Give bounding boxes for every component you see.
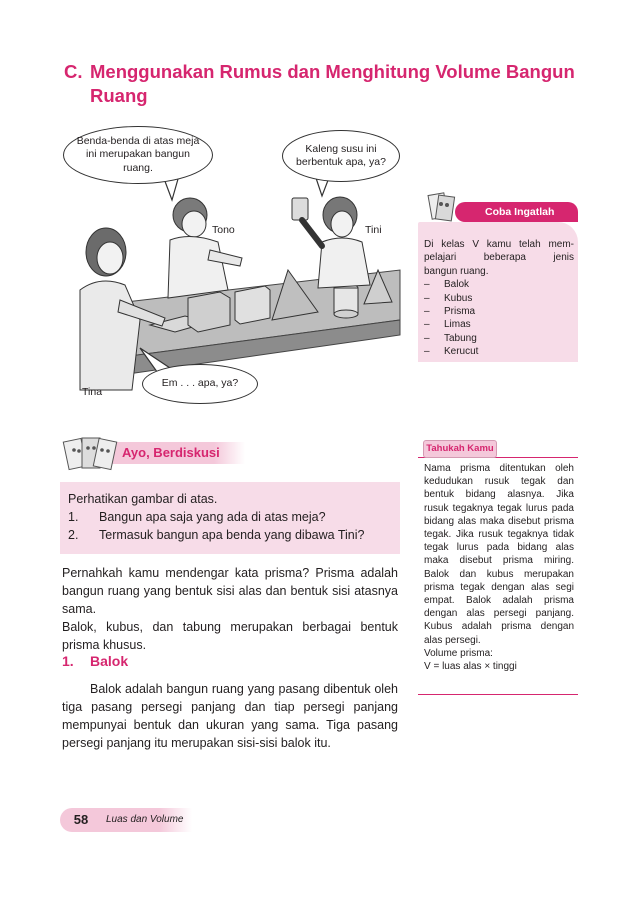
list-item: – Balok bbox=[424, 278, 574, 291]
classroom-illustration bbox=[60, 120, 404, 422]
body-paragraph: Balok, kubus, dan tabung merupakan berbagai bentuk prisma khusus. bbox=[62, 620, 398, 652]
body-text bbox=[62, 564, 398, 654]
speech-bubble-tini bbox=[282, 130, 400, 182]
list-item: – Tabung bbox=[424, 332, 574, 345]
diskusi-content bbox=[68, 490, 398, 544]
name-label-tini: Tini bbox=[365, 224, 382, 236]
name-label-tono: Tono bbox=[212, 224, 235, 236]
subsection-title-text: Balok bbox=[90, 653, 129, 669]
body-paragraph: Pernahkah kamu mendengar kata prisma? Prisma adalah bangun ruang yang bentuk sisi alas dan bentuk sisi atasnya sama. bbox=[62, 566, 398, 616]
section-title bbox=[64, 60, 584, 108]
ayo-berdiskusi-header bbox=[60, 430, 250, 482]
speech-bubble-tono bbox=[142, 364, 258, 404]
speech-bubble-tina bbox=[63, 126, 213, 184]
coba-ingatlah-title: Coba Ingatlah bbox=[485, 206, 555, 218]
page-number: 58 bbox=[73, 812, 89, 827]
tahukah-kamu-text: Nama prisma ditentukan oleh kedudukan rusuk tegak dan bentuk bidang alasnya. Jika rusuk tegaknya tegak lurus pada bidang alas maka disebut prisma tegak. Jika rusuk tegaknya tidak tegak lurus pada bidang alas maka disebut prisma miring. Balok dan kubus merupakan prisma tegak dengan alas segi empat. Balok adalah prisma dengan alas persegi panjang. Kubus adalah prisma dengan alas persegi. bbox=[424, 463, 574, 646]
speech-bubble-tono-text: Em . . . apa, ya? bbox=[161, 377, 239, 390]
subsection-number: 1. bbox=[62, 653, 74, 669]
question-text: Bangun apa saja yang ada di atas meja? bbox=[99, 510, 326, 524]
diskusi-intro: Perhatikan gambar di atas. bbox=[68, 492, 218, 506]
list-item: – Kubus bbox=[424, 292, 574, 305]
ayo-berdiskusi-title: Ayo, Berdiskusi bbox=[122, 445, 220, 460]
speech-bubble-tina-text: Benda-benda di atas meja ini merupakan bangun ruang. bbox=[76, 134, 200, 174]
question-number: 2. bbox=[68, 528, 79, 542]
question-text: Termasuk bangun apa benda yang dibawa Tini? bbox=[99, 528, 365, 542]
reminder-books-icon bbox=[425, 188, 459, 224]
coba-ingatlah-list bbox=[424, 278, 574, 358]
list-item: – Prisma bbox=[424, 305, 574, 318]
coba-intro-line1: Di kelas V kamu telah mem- bbox=[424, 239, 574, 250]
diskusi-question bbox=[68, 508, 398, 526]
coba-ingatlah-pill bbox=[455, 202, 578, 222]
formula: V = luas alas × tinggi bbox=[424, 661, 517, 673]
coba-intro-line2: pelajari beberapa jenis bbox=[424, 252, 574, 264]
diskusi-question bbox=[68, 526, 398, 544]
speech-bubble-tini-text: Kaleng susu ini berbentuk apa, ya? bbox=[296, 142, 386, 168]
section-title-text: Menggunakan Rumus dan Menghitung Volume Bangun Ruang bbox=[90, 61, 575, 106]
subsection-title bbox=[62, 653, 128, 669]
footer-title: Luas dan Volume bbox=[106, 814, 184, 825]
tahukah-kamu-content bbox=[424, 462, 574, 673]
discussion-characters-icon bbox=[60, 430, 120, 478]
tahukah-kamu-label: Tahukah Kamu bbox=[423, 440, 497, 458]
subsection-body bbox=[62, 680, 398, 752]
question-number: 1. bbox=[68, 510, 79, 524]
list-item: – Limas bbox=[424, 318, 574, 331]
formula-label: Volume prisma: bbox=[424, 647, 493, 659]
list-item: – Kerucut bbox=[424, 345, 574, 358]
coba-intro-line3: bangun ruang. bbox=[424, 265, 489, 277]
body-paragraph: Balok adalah bangun ruang yang pasang dibentuk oleh tiga pasang persegi panjang dan tiap persegi panjang mempunyai bentuk dan ukuran yang sama. Tiga pasang persegi panjang itu merupakan sisi-sisi balok itu. bbox=[62, 682, 398, 750]
coba-ingatlah-content bbox=[424, 238, 574, 359]
section-letter: C. bbox=[64, 61, 83, 82]
coba-ingatlah-header bbox=[455, 202, 578, 224]
name-label-tina: Tina bbox=[82, 386, 103, 398]
